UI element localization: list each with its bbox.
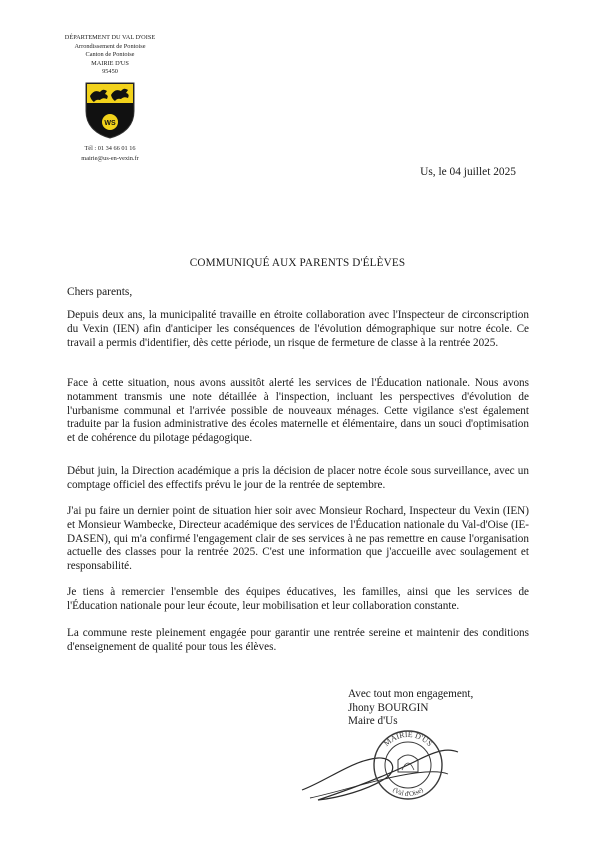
salutation: Chers parents, — [67, 286, 133, 298]
paragraph-4: J'ai pu faire un dernier point de situation hier soir avec Monsieur Rochard, Inspecteur du Vexin (IEN) et Monsieur Wambecke, Directeur académique des services de l'Éducation nationale du Val-d'Oise (IE-DASEN), qui m'a confirmé l'engagement clair de ses services à ne pas remettre en cause l'organisation actuelle des classes pour la rentrée 2025. C'est une information que j'accueille avec soulagement et responsabilité. — [67, 505, 529, 573]
stamp-top-text: MAIRIE D'US — [382, 729, 435, 749]
letterhead-department: DÉPARTEMENT DU VAL D'OISE — [64, 34, 156, 41]
svg-text:MAIRIE D'US — [382, 730, 434, 748]
signatory-name: Jhony BOURGIN — [348, 701, 429, 714]
paragraph-5: Je tiens à remercier l'ensemble des équipes éducatives, les familles, ainsi que les services de l'Éducation nationale pour leur écoute, leur mobilisation et leur collaboration constante. — [67, 586, 529, 612]
crest-label: WS — [104, 119, 116, 127]
paragraph-6: La commune reste pleinement engagée pour garantir une rentrée sereine et maintenir des conditions d'enseignement de qualité pour tous les élèves. — [67, 627, 529, 653]
letterhead-email: mairie@us-en-vexin.fr — [81, 154, 139, 162]
letterhead-arrondissement: Arrondissement de Pontoise — [74, 42, 146, 50]
closing-line: Avec tout mon engagement, — [348, 688, 474, 700]
coat-of-arms-icon — [84, 81, 136, 139]
letterhead-phone: Tél : 01 34 66 01 16 — [84, 144, 136, 152]
paragraph-3: Début juin, la Direction académique a pris la décision de placer notre école sous surveillance, avec un comptage officiel des effectifs prévu le jour de la rentrée de septembre. — [67, 465, 529, 491]
letterhead-postcode: 95450 — [102, 68, 118, 76]
handwritten-signature — [302, 750, 458, 800]
letterhead — [55, 34, 165, 164]
paragraph-1: Depuis deux ans, la municipalité travaille en étroite collaboration avec l'Inspecteur de circonscription du Vexin (IEN) afin d'anticiper les conséquences de l'évolution démographique sur notre école. Ce travail a permis d'identifier, dès cette période, un risque de fermeture de classe à la rentrée 2025. — [67, 309, 529, 349]
signatory-role: Maire d'Us — [348, 715, 398, 728]
paragraph-2: Face à cette situation, nous avons aussitôt alerté les services de l'Éducation nationale. Nous avons notamment transmis une note détaillée à l'inspection, incluant les perspectives d'évolution de l'urbanisme communal et l'arrivée possible de nouveaux ménages. Cette vigilance s'est également traduite par la fusion administrative des écoles maternelle et élémentaire, dans un souci d'optimisation et de cohérence du pilotage pédagogique. — [67, 377, 529, 445]
official-stamp-and-signature — [298, 720, 488, 810]
document-title: COMMUNIQUÉ AUX PARENTS D'ÉLÈVES — [189, 257, 406, 269]
letterhead-canton: Canton de Pontoise — [85, 51, 135, 59]
stamp-bottom-text: (Val d'Oise) — [391, 785, 425, 799]
letterhead-mairie: MAIRIE D'US — [91, 59, 129, 67]
date-line: Us, le 04 juillet 2025 — [420, 166, 516, 178]
